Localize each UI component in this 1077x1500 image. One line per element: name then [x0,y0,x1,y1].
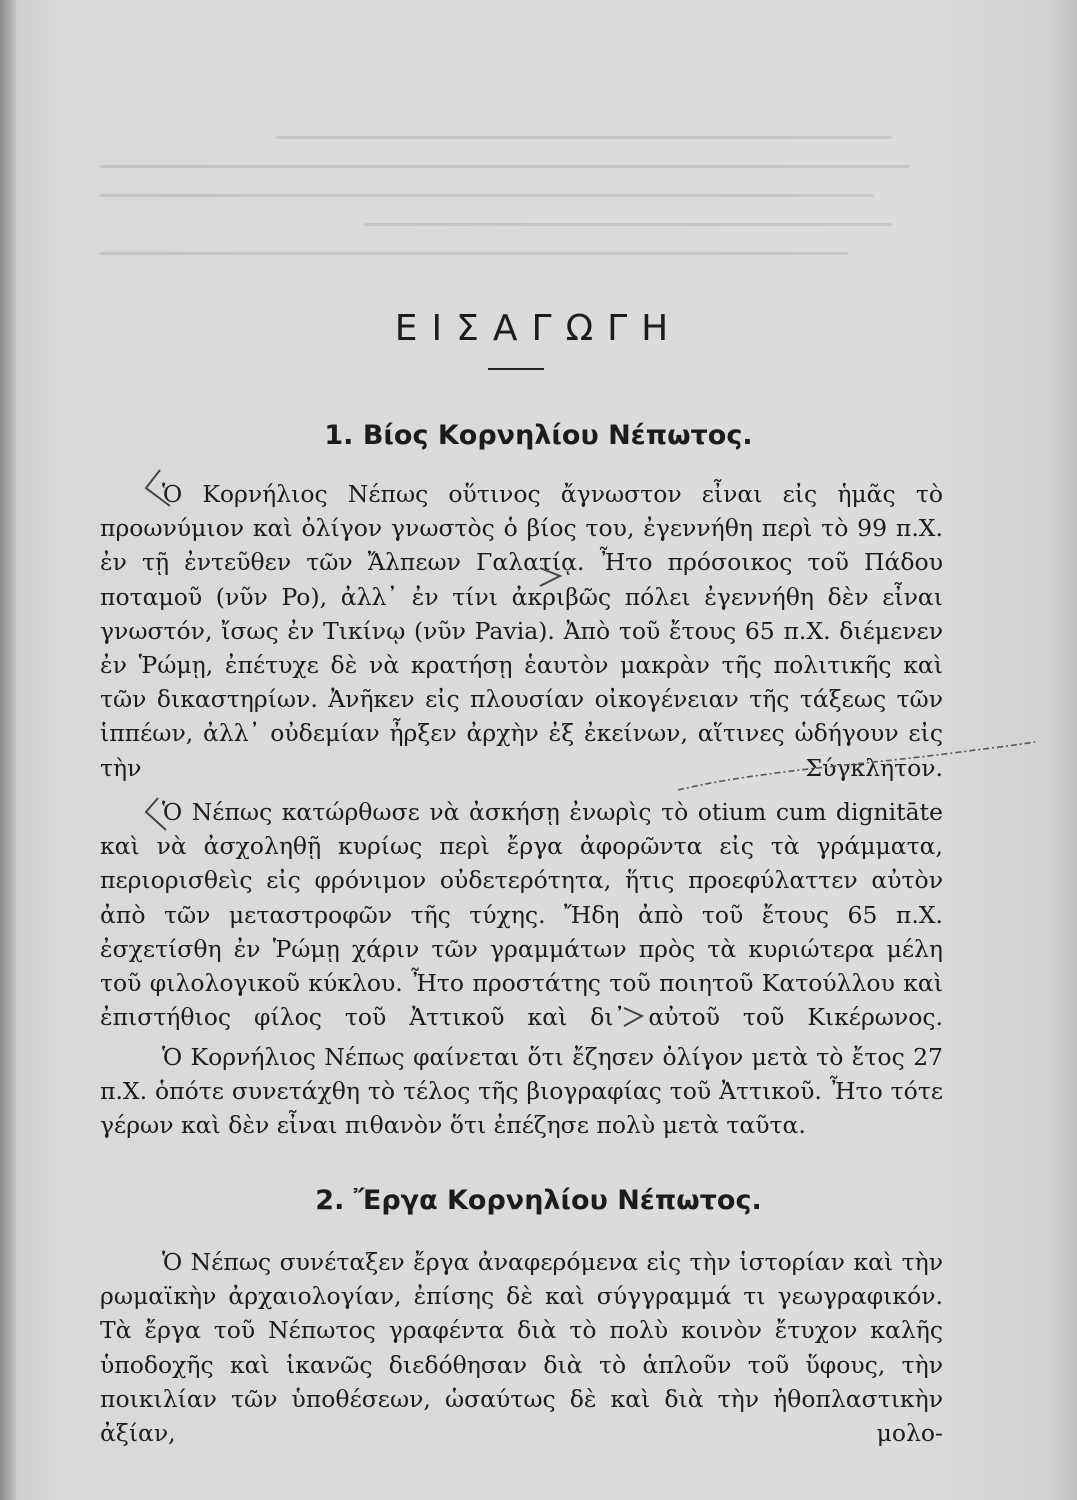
paragraph-4: Ὁ Νέπως συνέταξεν ἔργα ἀναφερόμενα εἰς τὴν ἱστορίαν καὶ τὴν ρωμαϊκὴν ἀρχαιολογίαν, ἐπίσης δὲ καὶ σύγγραμμά τι γεωγραφικόν. Τὰ ἔργα τοῦ Νέπωτος γραφέντα διὰ τὸ πολὺ κοινὸν ἔτυχον καλῆς ὑποδοχῆς καὶ ἱκανῶς διεδόθησαν διὰ τὸ ἁπλοῦν τοῦ ὕφους, τὴν ποικιλίαν τῶν ὑποθέσεων, ὡσαύτως δὲ καὶ διὰ τὴν ἠθοπλαστικὴν ἀξίαν, μολο- [100,1248,943,1448]
section-heading-1: 1. Βίος Κορνηλίου Νέπωτος. [324,420,753,451]
title-rule [488,368,544,370]
paragraph-3: Ὁ Κορνήλιος Νέπως φαίνεται ὅτι ἔζησεν ὀλίγον μετὰ τὸ ἔτος 27 π.Χ. ὁπότε συνετάχθη τὸ τέλος τῆς βιογραφίας τοῦ Ἀττικοῦ. Ἦτο τότε γέρων καὶ δὲν εἶναι πιθανὸν ὅτι ἐπέζησε πολὺ μετὰ ταῦτα. [100,1043,943,1140]
page-title: ΕΙΣΑΓΩΓΗ [394,308,683,349]
paragraph-2: Ὁ Νέπως κατώρθωσε νὰ ἀσκήσῃ ἐνωρὶς τὸ otium cum dignitāte καὶ νὰ ἀσχοληθῇ κυρίως περὶ ἔργα ἀφορῶντα εἰς τὰ γράμματα, περιορισθεὶς εἰς φρόνιμον οὐδετερότητα, ἥτις προεφύλαττεν αὐτὸν ἀπὸ τῶν μεταστροφῶν τῆς τύχης. Ἤδη ἀπὸ τοῦ ἔτους 65 π.Χ. ἐσχετίσθη ἐν Ῥώμῃ χάριν τῶν γραμμάτων πρὸς τὰ κυριώτερα μέλη τοῦ φιλολογικοῦ κύκλου. Ἦτο προστάτης τοῦ ποιητοῦ Κατούλλου καὶ ἐπιστήθιος φίλος τοῦ Ἀττικοῦ καὶ δι᾽ αὐτοῦ τοῦ Κικέρωνος. [100,798,943,1032]
section-heading-2: 2. Ἔργα Κορνηλίου Νέπωτος. [315,1185,762,1216]
book-spine-shadow [0,0,16,1500]
paragraph-1: Ὁ Κορνήλιος Νέπως οὕτινος ἄγνωστον εἶναι εἰς ἡμᾶς τὸ προωνύμιον καὶ ὀλίγον γνωστὸς ὁ βίος του, ἐγεννήθη περὶ τὸ 99 π.Χ. ἐν τῇ ἐντεῦθεν τῶν Ἄλπεων Γαλατίᾳ. Ἦτο πρόσοικος τοῦ Πάδου ποταμοῦ (νῦν Po), ἀλλ᾽ ἐν τίνι ἀκριβῶς πόλει ἐγεννήθη δὲν εἶναι γνωστόν, ἴσως ἐν Τικίνῳ (νῦν Pavia). Ἀπὸ τοῦ ἔτους 65 π.Χ. διέμενεν ἐν Ῥώμῃ, ἐπέτυχε δὲ νὰ κρατήσῃ ἑαυτὸν μακρὰν τῆς πολιτικῆς καὶ τῶν δικαστηρίων. Ἀνῆκεν εἰς πλουσίαν οἰκογένειαν τῆς τάξεως τῶν ἱππέων, ἀλλ᾽ οὐδεμίαν ἦρξεν ἀρχὴν ἐξ ἐκείνων, αἵτινες ὡδήγουν εἰς τὴν Σύγκλητον. [100,480,943,782]
show-through-text [100,110,980,310]
